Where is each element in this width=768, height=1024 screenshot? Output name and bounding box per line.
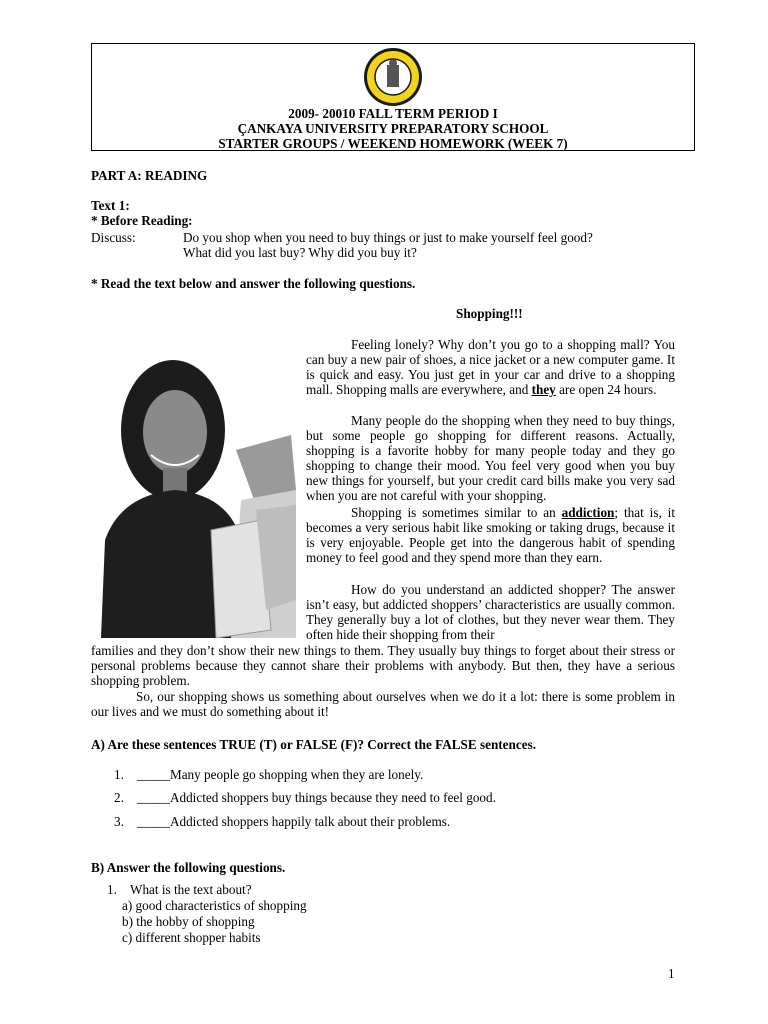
story-paragraph-5: So, our shopping shows us something about ourselves when we do it a lot: there is some problem in our lives and we must do something about it! <box>91 689 675 720</box>
woman-shopping-photo <box>91 340 296 638</box>
story-paragraph-4b: families and they don’t show their new things to them. They usually buy things to forget about their stress or personal problems because they cannot share their problems with anybody. But then, they have a serious shopping problem. <box>91 643 675 689</box>
header-term: 2009- 20010 FALL TERM PERIOD I <box>288 106 498 121</box>
question-1-number: 1. <box>107 882 117 897</box>
tf-item-3[interactable]: _____Addicted shoppers happily talk about their problems. <box>137 814 451 829</box>
tf-item-3-number: 3. <box>114 814 124 829</box>
option-b[interactable]: b) the hobby of shopping <box>122 914 255 929</box>
story-paragraph-3: Shopping is sometimes similar to an addiction; that is, it becomes a very serious habit like smoking or taking drugs, because it is very enjoyable. People get into the dangerous habit of spending money to feel good and they spend more than they earn. <box>306 505 675 566</box>
tf-item-1-number: 1. <box>114 767 124 782</box>
option-a[interactable]: a) good characteristics of shopping <box>122 898 307 913</box>
section-a-heading: A) Are these sentences TRUE (T) or FALSE (F)? Correct the FALSE sentences. <box>91 737 537 752</box>
discuss-question-1: Do you shop when you need to buy things or just to make yourself feel good? <box>183 230 593 245</box>
tf-item-2-number: 2. <box>114 790 124 805</box>
part-a-heading: PART A: READING <box>91 168 208 183</box>
tf-item-1[interactable]: _____Many people go shopping when they are lonely. <box>137 767 424 782</box>
before-reading: * Before Reading: <box>91 213 193 228</box>
question-1: What is the text about? <box>130 882 252 897</box>
story-paragraph-4a: How do you understand an addicted shopper? The answer isn’t easy, but addicted shoppers’ characteristics are usually common. They generally buy a lot of clothes, but they never wear them. They often hide their shopping from their <box>306 582 675 643</box>
header-school: ÇANKAYA UNIVERSITY PREPARATORY SCHOOL <box>237 121 549 136</box>
section-b-heading: B) Answer the following questions. <box>91 860 286 875</box>
story-paragraph-2: Many people do the shopping when they need to buy things, but some people go shopping for different reasons. Actually, shopping is a favorite hobby for many people today and they go shopping to change their mood. You feel very good when you buy new things for yourself, but your credit card bills make you very sad when you are not careful with your shopping. <box>306 413 675 504</box>
text1-title: Text 1: <box>91 198 130 213</box>
discuss-question-2: What did you last buy? Why did you buy it? <box>183 245 417 260</box>
discuss-label: Discuss: <box>91 230 136 245</box>
underlined-they: they <box>531 382 556 398</box>
option-c[interactable]: c) different shopper habits <box>122 930 261 945</box>
reading-instruction: * Read the text below and answer the following questions. <box>91 276 416 291</box>
page-number: 1 <box>668 966 675 981</box>
underlined-addiction: addiction <box>561 505 615 520</box>
university-logo <box>363 47 423 107</box>
story-paragraph-1: Feeling lonely? Why don’t you go to a shopping mall? You can buy a new pair of shoes, a nice jacket or a new computer game. It is quick and easy. You just get in your car and drive to a shopping mall. Shopping malls are everywhere, and they are open 24 hours. <box>306 337 675 398</box>
header-box <box>91 43 695 151</box>
story-title: Shopping!!! <box>456 306 523 321</box>
header-groups: STARTER GROUPS / WEEKEND HOMEWORK (WEEK 7) <box>218 136 568 151</box>
tf-item-2[interactable]: _____Addicted shoppers buy things because they need to feel good. <box>137 790 496 805</box>
